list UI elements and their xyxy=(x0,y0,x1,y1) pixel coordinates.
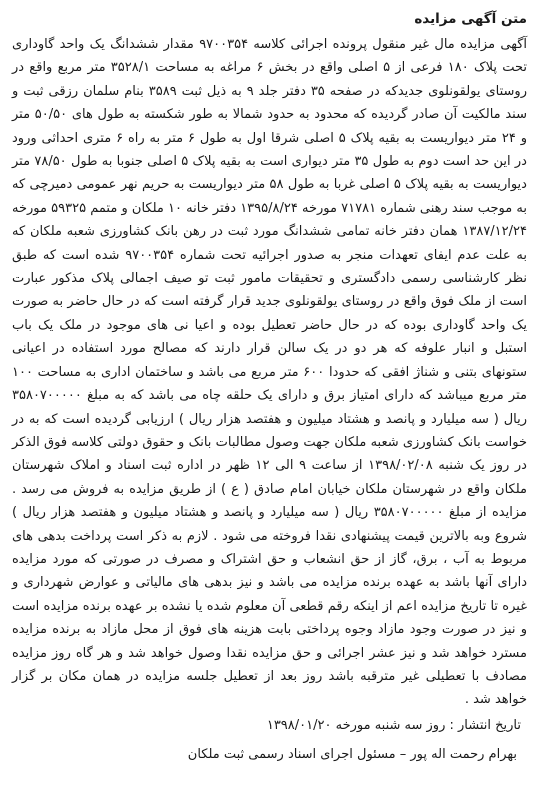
signature-line: بهرام رحمت اله پور – مسئول اجرای اسناد رسمی ثبت ملکان xyxy=(187,746,517,762)
publish-date: تاریخ انتشار : روز سه شنبه مورخه ۱۳۹۸/۰۱/۲۰ xyxy=(266,717,521,733)
notice-title: متن آگهی مزایده xyxy=(414,11,527,27)
notice-body: آگهی مزایده مال غیر منقول پرونده اجرائی کلاسه ۹۷۰۰۳۵۴ مقدار ششدانگ یک واحد گاوداری تحت پلاک ۱۸۰ فرعی از ۵ اصلی واقع در بخش ۶ مراغه به مساحت ۳۵۲۸/۱ متر مربع واقع در روستای یولقونلوی جدیدکه در صفحه ۳۵ دفتر جلد ۹ به ذیل ثبت ۳۵۸۹ بنام سلمان رزقی ثبت و سند مالکیت آن صادر گردیده که محدود به حدود شمالا به طور شکسته به طول های ۵۰/۵۰ متر و ۲۴ متر دیواریست به بقیه پلاک ۵ اصلی شرقا اول به طول ۶ متر به راه ۶ متری احداثی ورود در این حد است دوم به طول ۳۵ متر دیواری است به بقیه پلاک ۵ اصلی جنوبا به طول ۷۸/۵۰ متر دیواریست به بقیه پلاک ۵ اصلی غربا به طول ۵۸ متر دیواریست به حریم نهر عمومی دمیرچی که به موجب سند رهنی شماره ۷۱۷۸۱ مورخه ۱۳۹۵/۸/۲۴ دفتر خانه ۱۰ ملکان و متمم ۵۹۳۲۵ مورخه ۱۳۸۷/۱۲/۲۴ همان دفتر خانه تمامی ششدانگ مورد ثبت در رهن بانک کشاورزی شعبه ملکان که به علت عدم ایفای تعهدات منجر به صدور اجرائیه تحت شماره ۹۷۰۰۳۵۴ شده است که طبق نظر کارشناسی رسمی دادگستری و تحقیقات مامور ثبت تو صیف اجمالی پلاک مذکور عبارت است از ملک فوق واقع در روستای یولقونلوی جدید قرار گرفته است که در حال حاضر به صورت یک واحد گاوداری بوده که در حال حاضر تعطیل بوده و اعیا نی های موجود در ملک یک باب استبل و انبار علوفه که هر دو در یک سالن قرار دارند که مصالح مورد استفاده در اعیانی ستونهای بتنی و شناژ افقی که حدودا ۶۰۰ متر مربع می باشد و ساختمان اداری به مساحت ۱۰۰ متر مربع میباشد که دارای امتیاز برق و دارای یک حلقه چاه می باشد که به مبلغ ۳۵۸۰۷۰۰۰۰۰ ریال ( سه میلیارد و پانصد و هشتاد میلیون و هفتصد هزار ریال ) ارزیابی گردیده است که به در خواست بانک کشاورزی شعبه ملکان جهت وصول مطالبات بانک و حقوق دولتی کلاسه فوق الذکر در روز یک شنبه ۱۳۹۸/۰۲/۰۸ از ساعت ۹ الی ۱۲ ظهر در اداره ثبت اسناد و املاک شهرستان ملکان واقع در شهرستان ملکان خیابان امام صادق ( ع ) از طریق مزایده به فروش می رسد . مزایده از مبلغ ۳۵۸۰۷۰۰۰۰۰ ریال ( سه میلیارد و پانصد و هشتاد میلیون و هفتصد هزار ریال ) شروع وبه بالاترین قیمت پیشنهادی نقدا فروخته می شود . لازم به ذکر است پرداخت بدهی های مربوط به آب ، برق، گاز از حق انشعاب و حق اشتراک و مصرف در صورتی که مورد مزایده دارای آنها باشد به عهده برنده مزایده می باشد و نیز بدهی های مالیاتی و عوارض شهرداری و غیره تا تاریخ مزایده اعم از اینکه رقم قطعی آن معلوم شده یا نشده بر عهده برنده مزایده است و نیز در صورت وجود مازاد وجوه پرداختی بابت هزینه های فوق از محل مازاد به برنده مزایده مسترد خواهد شد و نیز عشر اجرائی و حق مزایده نقدا وصول خواهد شد و هر گاه روز مزایده مصادف با تعطیلی غیر مترقبه باشد روز بعد از تعطیل جلسه مزایده در همان مکان بر گزار خواهد شد . xyxy=(12,37,528,708)
